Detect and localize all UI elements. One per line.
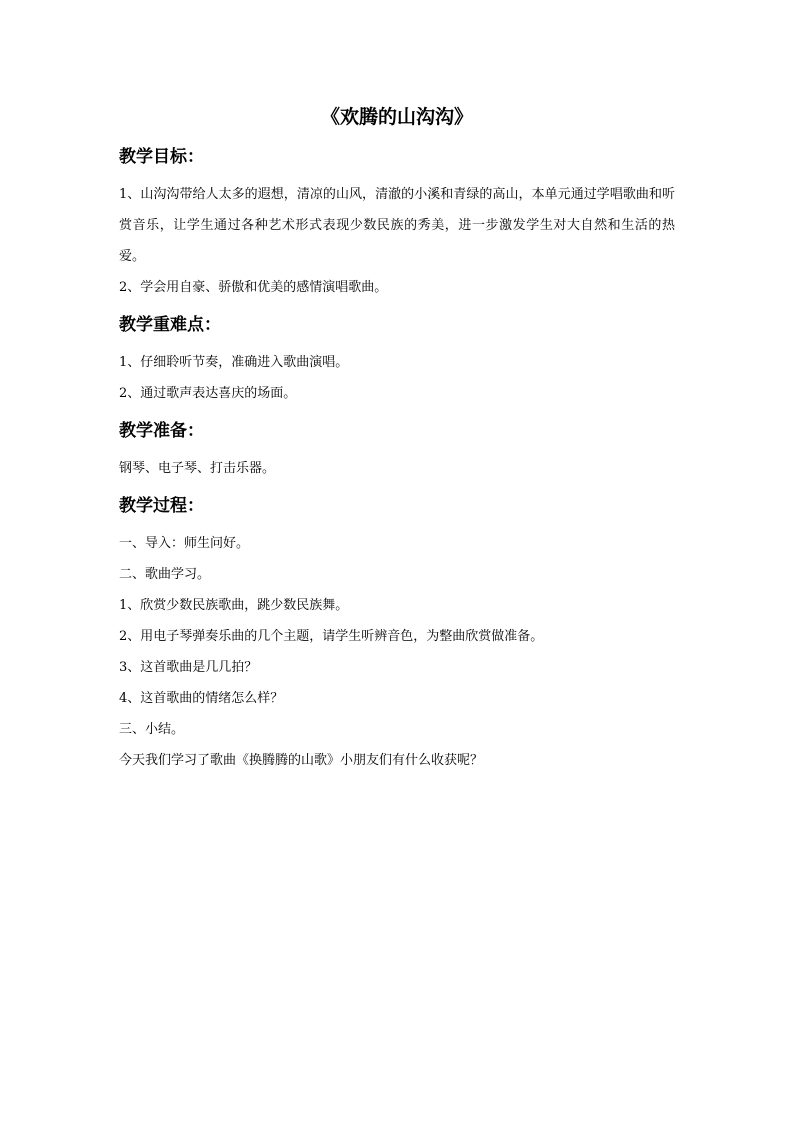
key-point-item: 1、仔细聆听节奏，准确进入歌曲演唱。 [119,355,349,370]
section-heading-objectives: 教学目标： [119,147,204,167]
process-item: 2、用电子琴弹奏乐曲的几个主题，请学生听辨音色，为整曲欣赏做准备。 [119,629,544,644]
objective-item: 1、山沟沟带给人太多的遐想，清凉的山风，清澈的小溪和青绿的高山，本单元通过学唱歌曲和听赏音乐，让学生通过各种艺术形式表现少数民族的秀美，进一步激发学生对大自然和生活的热爱。 [119,187,675,264]
objective-item: 2、学会用自豪、骄傲和优美的感情演唱歌曲。 [119,280,388,295]
process-item: 4、这首歌曲的情绪怎么样？ [119,691,284,706]
process-item: 1、欣赏少数民族歌曲，跳少数民族舞。 [119,598,349,613]
key-point-item: 2、通过歌声表达喜庆的场面。 [119,386,297,401]
document-title: 《欢腾的山沟沟》 [320,106,473,128]
section-heading-process: 教学过程： [119,496,204,516]
process-item: 二、歌曲学习。 [119,567,211,582]
document-body [119,101,675,776]
preparation-item: 钢琴、电子琴、打击乐器。 [119,461,276,476]
process-item: 三、小结。 [119,722,185,737]
process-item: 一、导入：师生问好。 [119,536,250,551]
section-heading-preparation: 教学准备： [119,421,204,441]
process-item: 今天我们学习了歌曲《换腾腾的山歌》小朋友们有什么收获呢？ [119,753,484,768]
process-item: 3、这首歌曲是几几拍？ [119,660,258,675]
section-heading-key-points: 教学重难点： [119,315,221,335]
